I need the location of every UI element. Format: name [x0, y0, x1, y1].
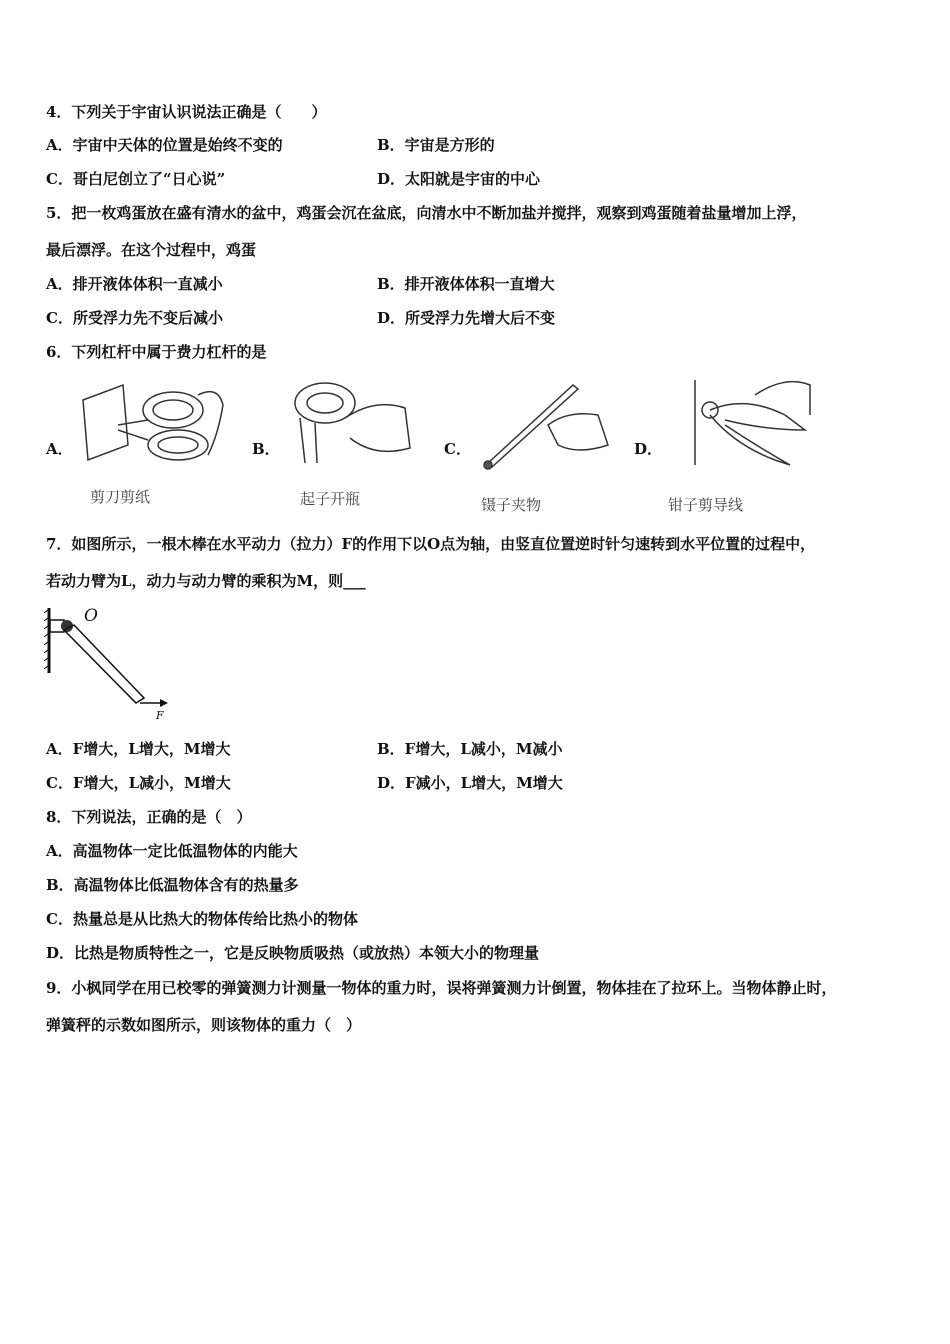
q5-stem-line2: 最后漂浮。在这个过程中，鸡蛋	[46, 241, 257, 259]
force-label: F	[156, 709, 164, 722]
q4-option-a: A．宇宙中天体的位置是始终不变的	[46, 136, 283, 154]
q7-option-d: D．F减小，L增大，M增大	[377, 774, 563, 792]
q5-option-d: D．所受浮力先增大后不变	[377, 309, 556, 327]
q9-stem-line2: 弹簧秤的示数如图所示，则该物体的重力（ ）	[46, 1016, 362, 1034]
q7-option-b: B．F增大，L减小，M减小	[377, 740, 563, 758]
tweezers-image	[478, 375, 613, 475]
q6-letter-c: C．	[444, 440, 471, 458]
q8-option-b: B．高温物体比低温物体含有的热量多	[46, 876, 299, 894]
q5-option-b: B．排开液体体积一直增大	[377, 275, 555, 293]
q4-option-c: C．哥白尼创立了“日心说”	[46, 170, 226, 188]
q9-stem-line1: 9．小枫同学在用已校零的弹簧测力计测量一物体的重力时，误将弹簧测力计倒置，物体挂在了拉环上。当物体静止时，	[46, 979, 837, 997]
q5-stem-line1: 5．把一枚鸡蛋放在盛有清水的盆中，鸡蛋会沉在盆底，向清水中不断加盐并搅拌，观察到鸡蛋随着盐量增加上浮，	[46, 204, 807, 222]
q6-letter-a: A．	[46, 440, 73, 458]
q5-option-c: C．所受浮力先不变后减小	[46, 309, 223, 327]
q6-letter-b: B．	[252, 440, 280, 458]
q4-stem: 4．下列关于宇宙认识说法正确是（ ）	[46, 103, 327, 121]
q8-option-a: A．高温物体一定比低温物体的内能大	[46, 842, 298, 860]
q6-caption-a: 剪刀剪纸	[90, 488, 151, 506]
scissors-cutting-paper-image	[78, 375, 228, 470]
q6-caption-c: 镊子夹物	[481, 496, 542, 514]
q8-option-d: D．比热是物质特性之一，它是反映物质吸热（或放热）本领大小的物理量	[46, 944, 540, 962]
q8-option-c: C．热量总是从比热大的物体传给比热小的物体	[46, 910, 358, 928]
q4-option-d: D．太阳就是宇宙的中心	[377, 170, 541, 188]
q6-caption-d: 钳子剪导线	[668, 496, 744, 514]
q6-letter-d: D．	[634, 440, 663, 458]
q7-option-a: A．F增大，L增大，M增大	[46, 740, 231, 758]
bottle-opener-image	[285, 378, 415, 468]
q4-option-b: B．宇宙是方形的	[377, 136, 495, 154]
q7-stem-line2: 若动力臂为L，动力与动力臂的乘积为M，则___	[46, 572, 366, 590]
q5-option-a: A．排开液体体积一直减小	[46, 275, 223, 293]
pivot-label: O	[84, 606, 98, 626]
q7-option-c: C．F增大，L减小，M增大	[46, 774, 231, 792]
q6-stem: 6．下列杠杆中属于费力杠杆的是	[46, 343, 267, 361]
q8-stem: 8．下列说法，正确的是（ ）	[46, 808, 252, 826]
q6-caption-b: 起子开瓶	[300, 490, 361, 508]
pliers-cutting-wire-image	[665, 375, 815, 475]
q7-stem-line1: 7．如图所示，一根木棒在水平动力（拉力）F的作用下以O点为轴，由竖直位置逆时针匀速转到水平位置的过程中，	[46, 535, 816, 553]
